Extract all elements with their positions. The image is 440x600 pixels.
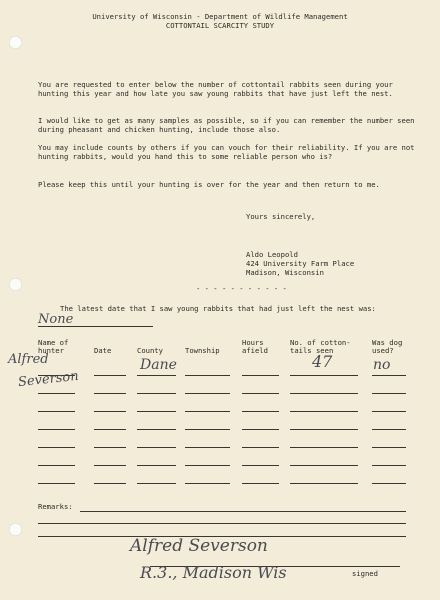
sender-address: 424 University Farm Place — [246, 259, 355, 268]
table-cell-line — [185, 375, 230, 376]
table-cell-line — [94, 411, 126, 412]
latest-date-prompt: The latest date that I saw young rabbits that had just left the nest was: — [60, 304, 376, 313]
table-cell-line — [38, 465, 75, 466]
table-cell-line — [185, 465, 230, 466]
paragraph-request: You are requested to enter below the number of cottontail rabbits seen during your hunting this year and how late you saw young rabbits that have just left the nest. — [38, 80, 393, 98]
latest-date-line — [38, 326, 153, 327]
remarks-label: Remarks: — [38, 502, 73, 511]
table-cell-line — [94, 393, 126, 394]
table-cell-line — [137, 429, 176, 430]
sender-city: Madison, Wisconsin — [246, 268, 324, 277]
remarks-line — [38, 523, 406, 524]
table-cell-line — [372, 429, 406, 430]
table-cell-line — [290, 447, 358, 448]
table-cell-line — [137, 447, 176, 448]
col-header-county: County — [137, 346, 163, 355]
table-cell-line — [290, 411, 358, 412]
paragraph-return: Please keep this until your hunting is over for the year and then return to me. — [38, 180, 380, 189]
remarks-line — [80, 511, 406, 512]
header-study-title: COTTONTAIL SCARCITY STUDY — [165, 21, 275, 30]
table-cell-line — [94, 447, 126, 448]
table-cell-line — [38, 447, 75, 448]
table-cell-line — [185, 483, 230, 484]
sender-name: Aldo Leopold — [246, 250, 298, 259]
table-cell-line — [242, 393, 279, 394]
table-cell-line — [242, 447, 279, 448]
table-cell-line — [185, 393, 230, 394]
table-cell-line — [94, 465, 126, 466]
table-cell-line — [185, 447, 230, 448]
col-header-date: Date — [94, 346, 112, 355]
table-cell-line — [38, 393, 75, 394]
dog-used-value: no — [373, 357, 391, 373]
count-value: 47 — [312, 352, 333, 371]
table-cell-line — [372, 483, 406, 484]
table-cell-line — [372, 393, 406, 394]
col-header-hours: Hours afield — [242, 338, 268, 355]
table-cell-line — [290, 393, 358, 394]
punch-hole — [9, 523, 22, 536]
paragraph-others: You may include counts by others if you can vouch for their reliability. If you are not hunting rabbits, would you hand this to some reliable person who is? — [38, 143, 415, 161]
col-header-dog: Was dog used? — [372, 338, 403, 355]
col-header-count: No. of cotton- tails seen — [290, 338, 351, 355]
signed-label: signed — [352, 569, 378, 578]
col-header-township: Township — [185, 346, 220, 355]
header-institution: University of Wisconsin - Department of Wildlife Management — [92, 12, 348, 21]
table-cell-line — [38, 429, 75, 430]
table-cell-line — [185, 411, 230, 412]
signature-handwritten: Alfred Severson — [130, 536, 268, 556]
table-cell-line — [242, 375, 279, 376]
paragraph-samples: I would like to get as many samples as possible, so if you can remember the number seen during pheasant and chicken hunting, include those also. — [38, 116, 415, 134]
table-cell-line — [290, 465, 358, 466]
hunter-name-last: Severson — [17, 368, 80, 391]
table-cell-line — [94, 375, 126, 376]
table-cell-line — [94, 483, 126, 484]
table-cell-line — [242, 429, 279, 430]
table-cell-line — [372, 375, 406, 376]
punch-hole — [9, 278, 22, 291]
table-cell-line — [38, 483, 75, 484]
closing: Yours sincerely, — [246, 212, 316, 221]
signature-address: R.3., Madison Wis — [140, 563, 287, 582]
table-cell-line — [185, 429, 230, 430]
table-cell-line — [290, 483, 358, 484]
hunter-name-first: Alfred — [8, 352, 49, 367]
table-cell-line — [94, 429, 126, 430]
table-cell-line — [137, 483, 176, 484]
table-cell-line — [242, 483, 279, 484]
table-cell-line — [242, 411, 279, 412]
table-cell-line — [372, 447, 406, 448]
table-cell-line — [137, 393, 176, 394]
table-cell-line — [38, 411, 75, 412]
table-cell-line — [137, 375, 176, 376]
table-cell-line — [137, 465, 176, 466]
county-value: Dane — [140, 357, 177, 373]
table-cell-line — [137, 411, 176, 412]
table-cell-line — [372, 411, 406, 412]
punch-hole — [9, 36, 22, 49]
latest-date-answer: None — [38, 312, 74, 327]
col-header-name: Name of hunter — [38, 338, 69, 355]
table-cell-line — [242, 465, 279, 466]
table-cell-line — [372, 465, 406, 466]
divider: - - - - - - - - - - - — [196, 284, 287, 293]
table-cell-line — [290, 429, 358, 430]
table-cell-line — [290, 375, 358, 376]
